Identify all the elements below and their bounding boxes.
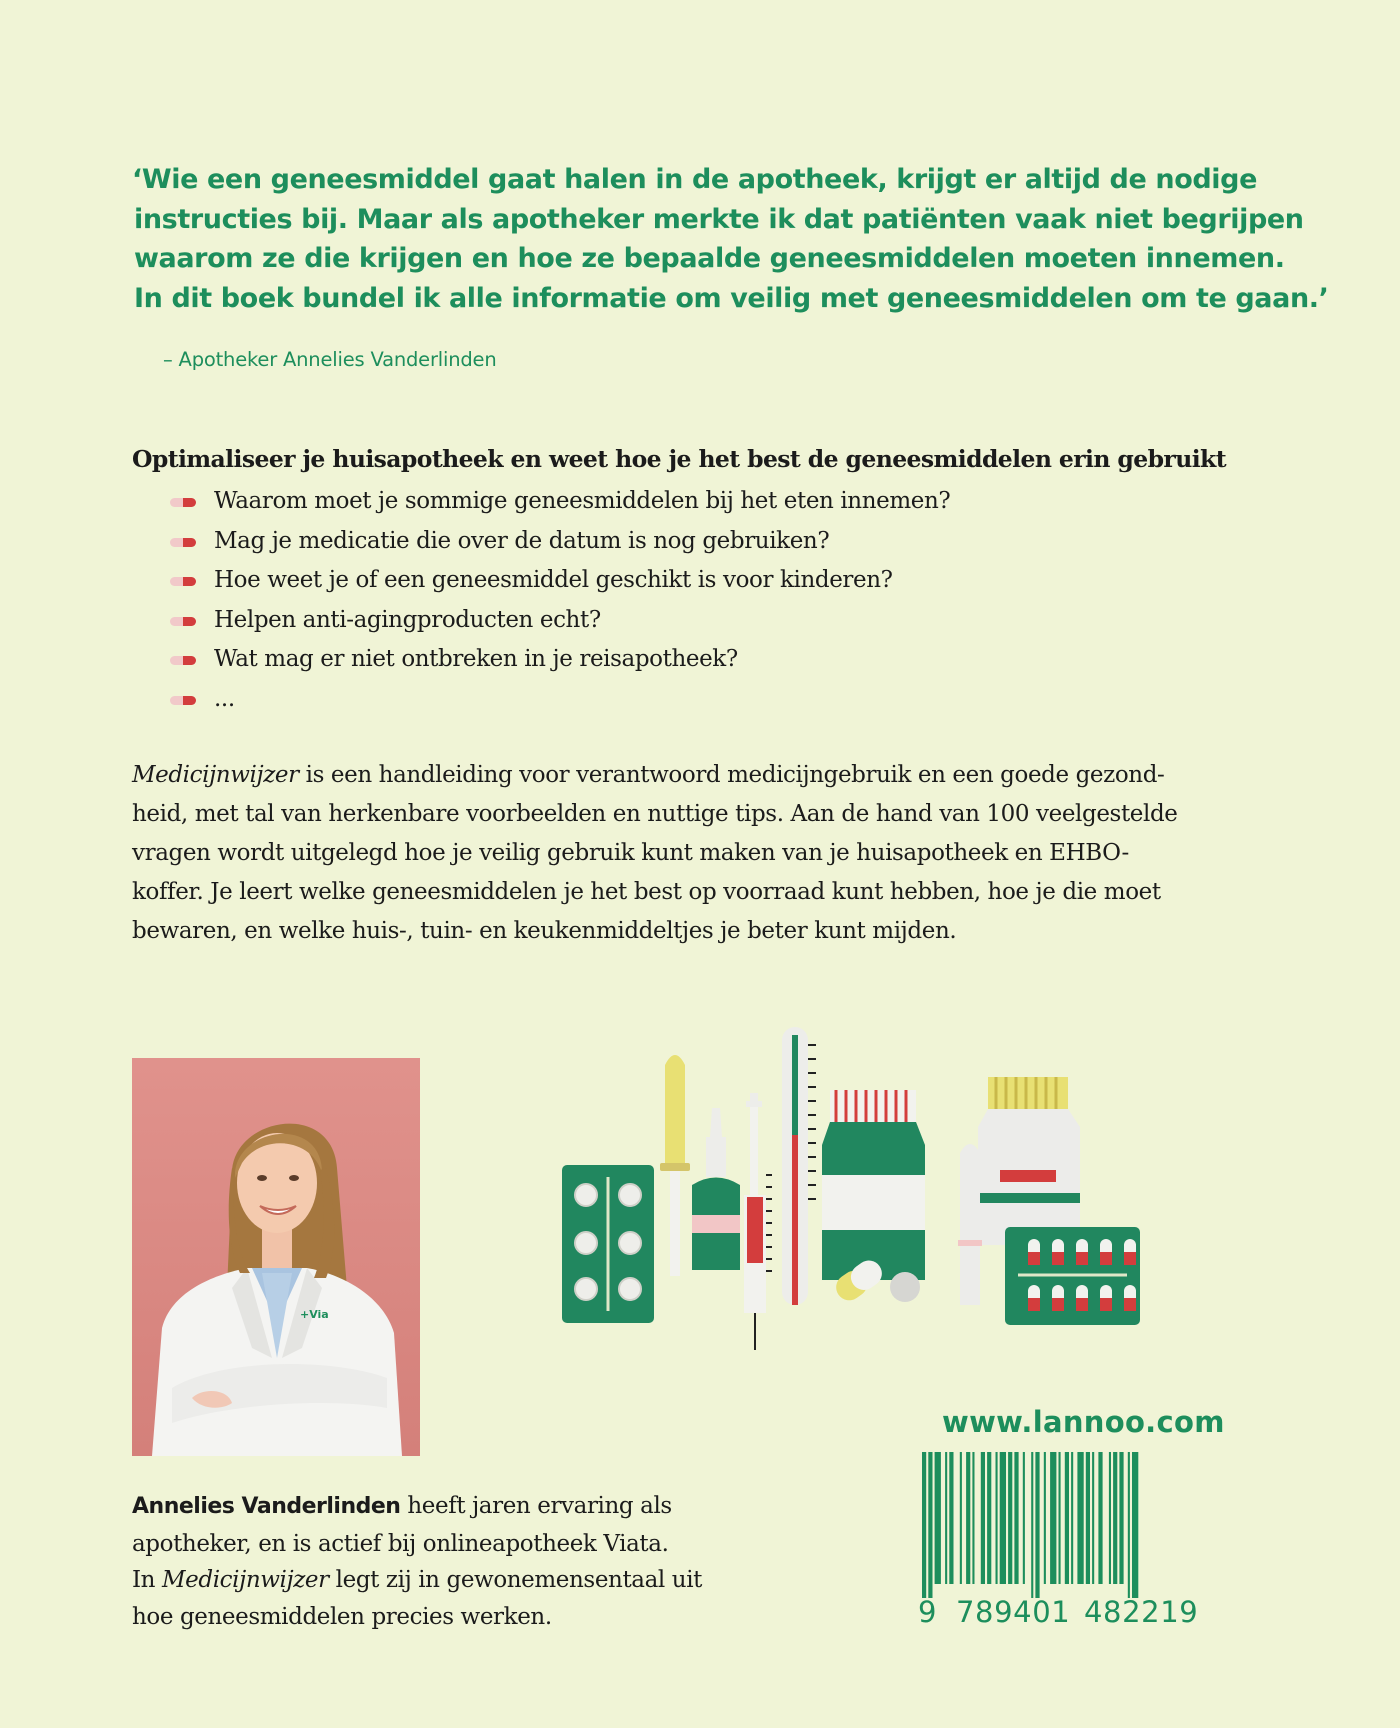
question-item [170,680,950,720]
pill-bullet-icon [170,538,196,547]
pill-bullet-icon [170,617,196,626]
questions-heading: Optimaliseer je huisapotheek en weet hoe je het best de geneesmiddelen erin gebruikt [132,445,1226,473]
barcode-bar [949,1452,953,1584]
question-item [170,482,950,522]
question-text: ... [214,685,235,712]
barcode-bar [1031,1452,1033,1598]
description-line: bewaren, en welke huis-, tuin- en keukenmiddeltjes je beter kunt mijden. [132,918,957,944]
barcode-bar [1113,1452,1117,1584]
author-photo [132,1058,420,1456]
publisher-url[interactable]: www.lannoo.com [942,1405,1225,1439]
barcode-bar [1023,1452,1025,1584]
bio-text: legt zij in gewonemensentaal uit [328,1567,703,1593]
white-jar-icon [978,1077,1080,1245]
question-text: Hoe weet je of een geneesmiddel geschikt is voor kinderen? [214,567,893,593]
barcode-bar [996,1452,998,1584]
isbn-barcode [918,1452,1220,1624]
barcode-bar [928,1452,932,1598]
barcode-bar [1071,1452,1073,1584]
barcode-bar [1109,1452,1111,1584]
book-title: Medicijnwijzer [132,762,299,788]
barcode-bar [1059,1452,1061,1584]
barcode-bar [987,1452,991,1584]
description-line: heid, met tal van herkenbare voorbeelden en nuttige tips. Aan de hand van 100 veelgestelde [132,801,1178,827]
author-bio [132,1488,732,1635]
author-name: Annelies Vanderlinden [132,1494,401,1519]
pill-bullet-icon [170,577,196,586]
question-item [170,522,950,562]
barcode-bar [1086,1452,1090,1584]
barcode-bar [1044,1452,1046,1584]
barcode-bar [1014,1452,1018,1584]
barcode-bar [960,1452,962,1584]
barcode-bar [945,1452,947,1584]
isbn-group-1: 789401 [956,1595,1071,1624]
barcode-bar [1119,1452,1123,1584]
barcode-bar [1035,1452,1039,1598]
bio-line [132,1488,732,1526]
book-description [132,756,1282,951]
quote-line: In dit boek bundel ik alle informatie om veilig met geneesmiddelen om te gaan.’ [134,282,1329,314]
question-item [170,640,950,680]
isbn-group-2: 482219 [1084,1595,1199,1624]
medicine-illustration [560,1005,1160,1350]
description-line [132,756,1282,795]
barcode-bar [1132,1452,1138,1598]
barcode-bar [1050,1452,1056,1584]
book-title: Medicijnwijzer [162,1567,329,1593]
barcode-bar [972,1452,974,1584]
barcode-bar [922,1452,926,1598]
dropper-icon [665,1055,685,1165]
quote-line: ‘Wie een geneesmiddel gaat halen in de apotheek, krijgt er altijd de nodige [132,164,1257,195]
barcode-bar [981,1452,985,1584]
pill-bullet-icon [170,656,196,665]
quote-line: waarom ze die krijgen en hoe ze bepaalde geneesmiddelen moeten innemen. [134,243,1285,274]
question-text: Waarom moet je sommige geneesmiddelen bij het eten innemen? [214,488,951,514]
isbn-first-digit: 9 [918,1595,937,1624]
barcode-bar [1000,1452,1006,1584]
bio-text: In [132,1567,163,1593]
barcode-bar [1008,1452,1012,1584]
coat-logo-text: +Via [300,1308,329,1321]
barcode-bar [1098,1452,1102,1584]
bio-text: heeft jaren ervaring als [400,1493,672,1519]
description-line: vragen wordt uitgelegd hoe je veilig gebruik kunt maken van je huisapotheek en EHBO- [132,840,1129,866]
barcode-bar [1092,1452,1094,1584]
barcode-bar [1077,1452,1083,1584]
bio-line: hoe geneesmiddelen precies werken. [132,1603,552,1630]
bio-line: apotheker, en is actief bij onlineapotheek Viata. [132,1530,669,1557]
question-text: Helpen anti-agingproducten echt? [214,606,601,633]
pill-bullet-icon [170,696,196,705]
question-item [170,561,950,601]
barcode-bar [966,1452,970,1584]
bio-line [132,1562,732,1599]
barcode-bar [1128,1452,1130,1598]
description-text: is een handleiding voor verantwoord medicijngebruik en een goede gezond- [298,762,1165,788]
quote-attribution: – Apotheker Annelies Vanderlinden [163,348,497,371]
barcode-bar [1065,1452,1069,1584]
pull-quote [132,160,1329,318]
medicine-jar-icon [822,1090,925,1280]
questions-list [170,482,950,719]
pill-bullet-icon [170,498,196,507]
barcode-bar [935,1452,941,1584]
description-line: koffer. Je leert welke geneesmiddelen je het best op voorraad kunt hebben, hoe je die moet [132,879,1161,905]
question-text: Wat mag er niet ontbreken in je reisapotheek? [214,646,738,672]
quote-line: instructies bij. Maar als apotheker merkte ik dat patiënten vaak niet begrijpen [134,203,1304,235]
question-text: Mag je medicatie die over de datum is nog gebruiken? [214,527,830,554]
question-item [170,601,950,641]
